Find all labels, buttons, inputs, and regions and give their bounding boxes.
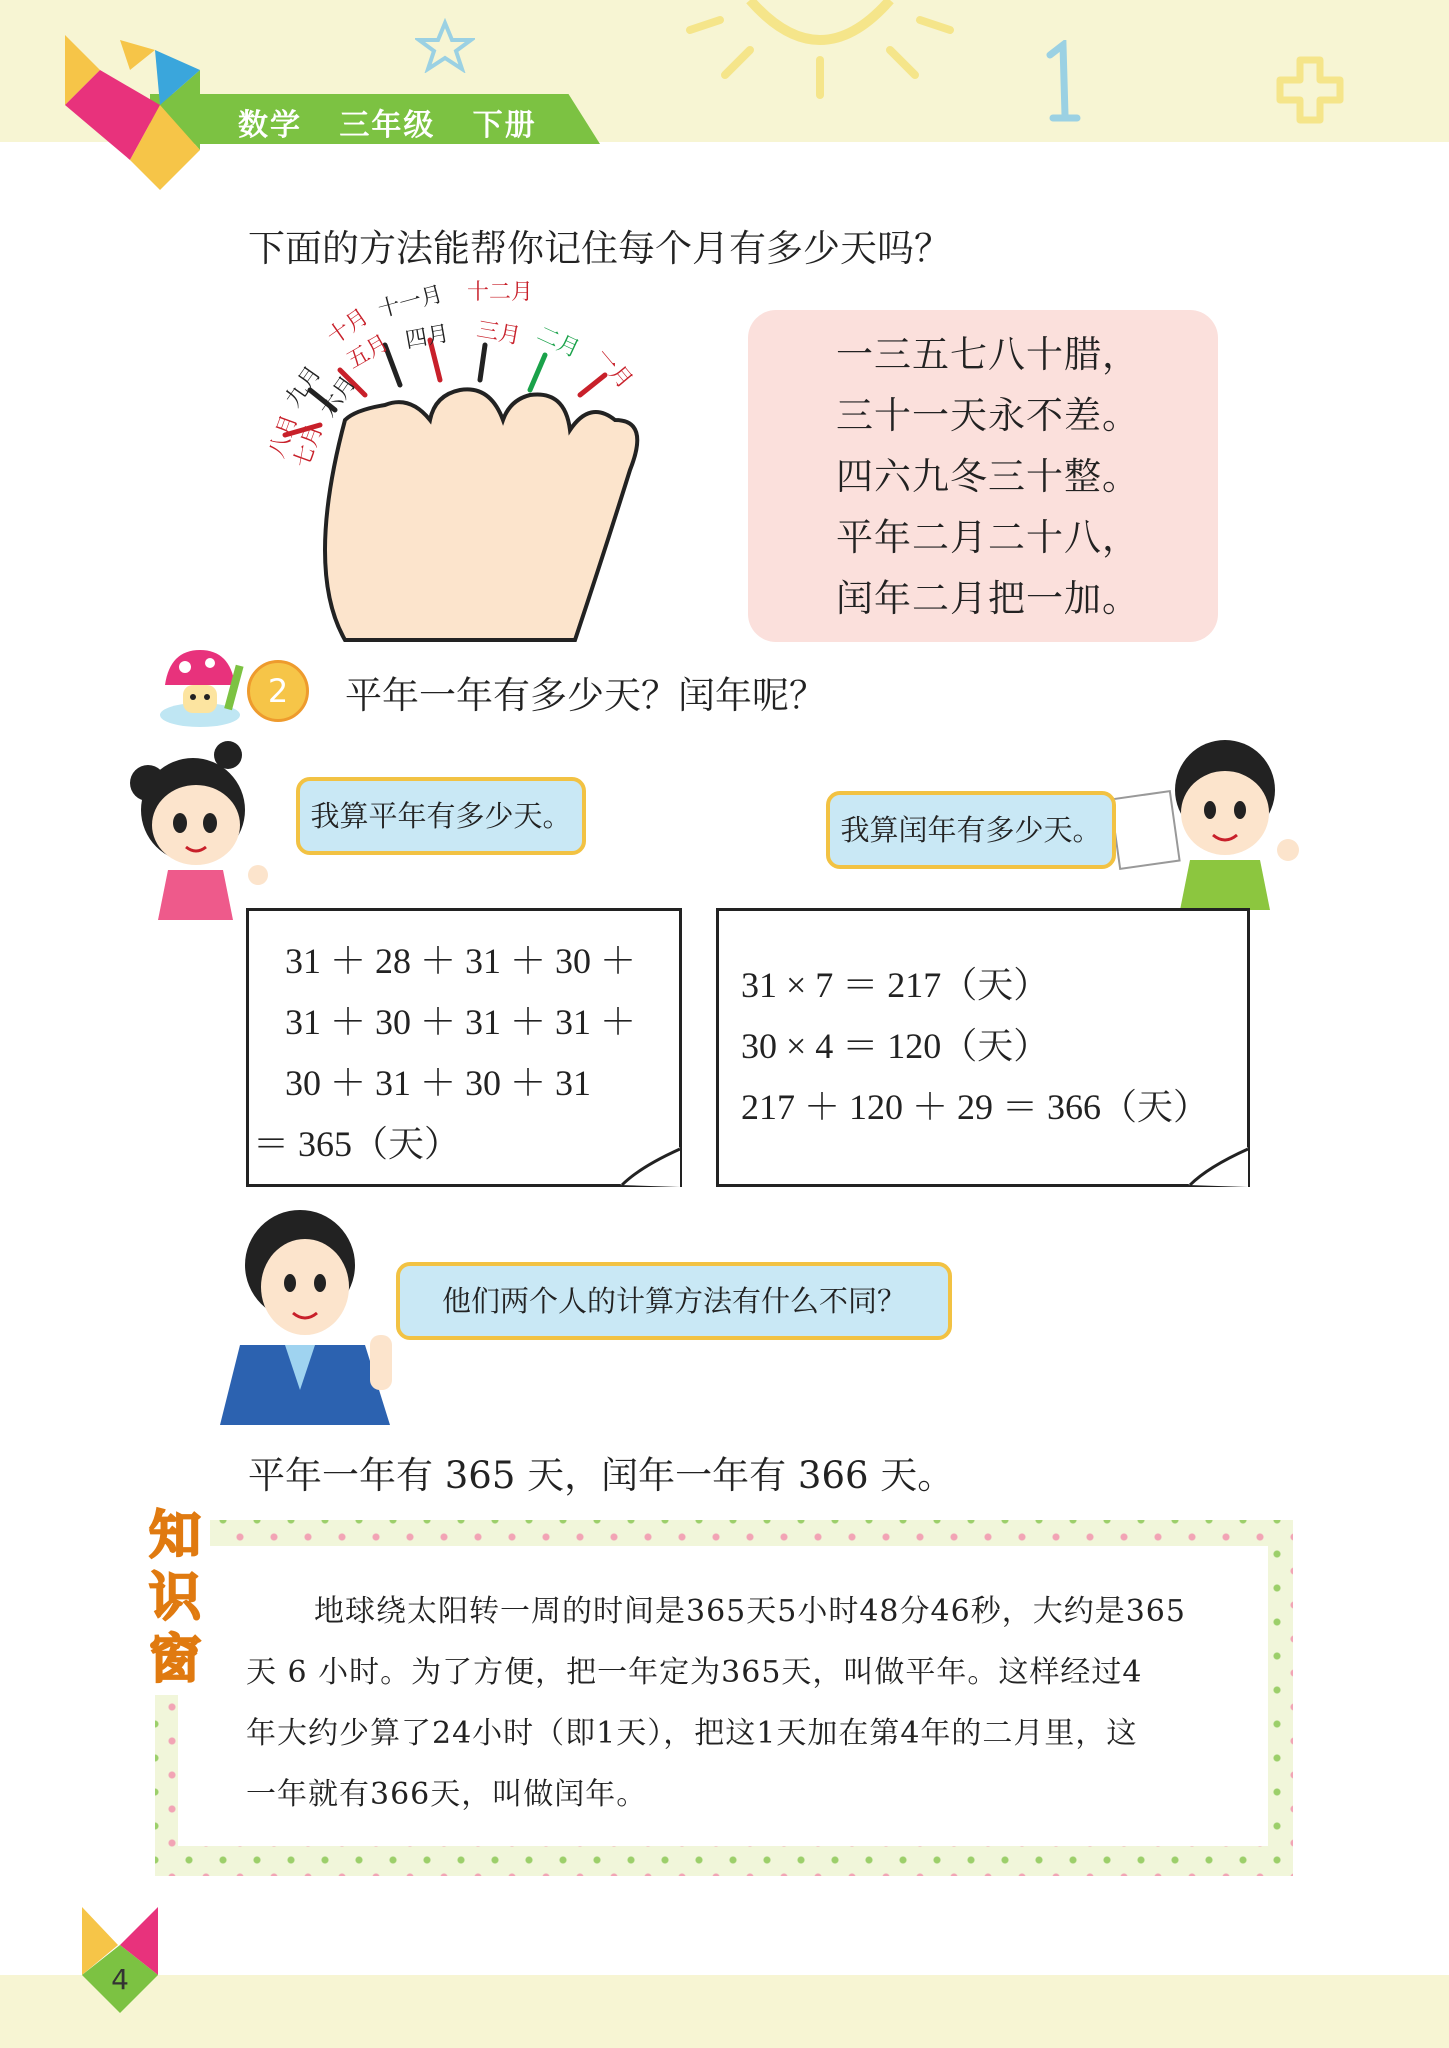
month-label: 一月: [589, 343, 638, 394]
calc-line: 31 ＋ 30 ＋ 31 ＋ 31 ＋: [285, 1002, 637, 1042]
footer-background: [0, 1975, 1449, 2048]
calc-line: 217 ＋ 120 ＋ 29 ＝ 366（天）: [741, 1087, 1210, 1127]
sun-decoration-icon: [680, 0, 960, 100]
month-label: 八月: [264, 411, 304, 462]
rhyme-line: 闰年二月把一加。: [836, 577, 1140, 620]
knowledge-text-line: 年大约少算了24小时（即1天），把这1天加在第4年的二月里，这: [246, 1716, 1138, 1751]
problem-number-badge: 2: [247, 660, 309, 722]
rhyme-line: 四六九冬三十整。: [836, 455, 1140, 498]
month-label: 七月: [289, 421, 329, 472]
leap-year-calculation-box: [716, 908, 1250, 1187]
month-label: 十二月: [467, 280, 534, 305]
knowledge-text-line: 地球绕太阳转一周的时间是365天5小时48分46秒，大约是365: [314, 1594, 1186, 1629]
knowledge-window-label: [140, 1505, 210, 1695]
question-months-memory: 下面的方法能帮你记住每个月有多少天吗？: [248, 227, 951, 270]
plus-doodle-icon: [1275, 55, 1345, 125]
girl-character-icon: [118, 735, 278, 920]
calc-line: ＝ 365（天）: [253, 1124, 461, 1164]
month-rhyme-box: [748, 310, 1218, 642]
number-one-doodle-icon: [1035, 40, 1085, 125]
page-number: 4: [111, 1963, 129, 1996]
knowledge-text-line: 天 6 小时。为了方便，把一年定为365天，叫做平年。这样经过4: [246, 1655, 1143, 1690]
teacher-speech-bubble: 他们两个人的计算方法有什么不同？: [396, 1262, 952, 1340]
month-label: 六月: [315, 371, 362, 422]
girl-speech-bubble: 我算平年有多少天。: [296, 777, 586, 855]
calc-line: 30 ＋ 31 ＋ 30 ＋ 31: [285, 1063, 592, 1103]
common-year-calculation-box: [246, 908, 682, 1187]
month-label: 九月: [280, 361, 327, 412]
knowledge-window-content: [178, 1546, 1268, 1846]
rhyme-line: 一三五七八十腊，: [836, 333, 1140, 376]
boy-speech-bubble: 我算闰年有多少天。: [826, 791, 1116, 869]
page-curl-icon: [620, 1147, 682, 1187]
month-label: 三月: [474, 317, 523, 350]
knowledge-label-char: 知: [148, 1506, 201, 1566]
knowledge-label-char: 窗: [148, 1630, 201, 1690]
month-label: 四月: [403, 321, 452, 354]
rhyme-line: 平年二月二十八，: [836, 516, 1140, 559]
problem-2-question: 平年一年有多少天？闰年呢？: [345, 674, 826, 717]
star-doodle-icon: [415, 18, 475, 73]
rhyme-line: 三十一天永不差。: [836, 394, 1140, 437]
page-curl-icon: [1188, 1147, 1250, 1187]
calc-line: 31 ＋ 28 ＋ 31 ＋ 30 ＋: [285, 941, 637, 981]
month-label: 二月: [532, 321, 584, 363]
month-label: 五月: [342, 330, 394, 375]
mushroom-mascot-icon: [155, 645, 250, 730]
calc-line: 30 × 4 ＝ 120（天）: [741, 1026, 1050, 1066]
month-labels: [255, 280, 665, 480]
knowledge-label-char: 识: [148, 1568, 201, 1628]
boy-character-icon: [1110, 735, 1300, 910]
month-label: 十月: [322, 304, 374, 351]
calc-line: 31 × 7 ＝ 217（天）: [741, 965, 1050, 1005]
tangram-logo-icon: [60, 30, 210, 190]
month-label: 十一月: [375, 281, 446, 324]
knowledge-text-line: 一年就有366天，叫做闰年。: [246, 1777, 648, 1812]
header-title: 数学 三年级 下册: [238, 108, 537, 143]
answer-statement: 平年一年有 365 天，闰年一年有 366 天。: [248, 1454, 955, 1497]
teacher-character-icon: [215, 1195, 405, 1425]
